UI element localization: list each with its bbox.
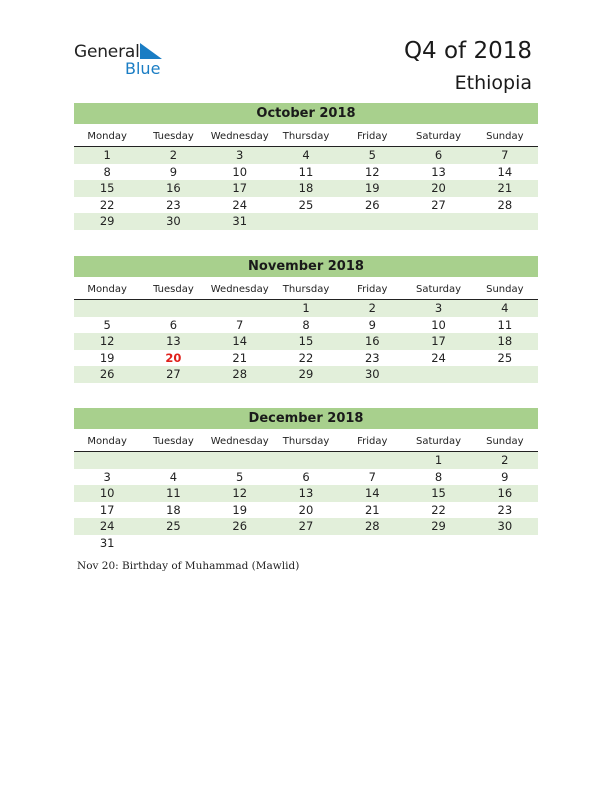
day-cell: 17 — [431, 334, 446, 348]
week-row — [74, 197, 538, 214]
empty-day-cell — [273, 213, 339, 230]
weekday-label: Thursday — [282, 284, 330, 295]
day-cell: 15 — [298, 334, 314, 348]
day-cell: 27 — [431, 197, 446, 212]
week-row — [74, 333, 538, 350]
weekday-label: Wednesday — [210, 436, 269, 447]
weekday-label: Friday — [357, 436, 388, 447]
month-header: November 2018 — [74, 256, 538, 277]
week-row — [74, 469, 538, 486]
week-grid — [74, 300, 538, 383]
day-cell: 31 — [232, 214, 248, 228]
day-cell: 30 — [497, 519, 513, 533]
month-header: December 2018 — [74, 408, 538, 429]
day-cell: 19 — [364, 181, 380, 195]
day-cell: 24 — [232, 197, 248, 212]
weekday-label: Wednesday — [210, 284, 269, 295]
day-cell: 5 — [103, 317, 111, 332]
weekday-label: Monday — [87, 436, 127, 447]
day-cell: 12 — [364, 164, 380, 179]
day-cell: 20 — [165, 350, 182, 365]
empty-day-cell — [405, 213, 471, 230]
week-row — [74, 350, 538, 367]
weekday-label: Sunday — [486, 284, 524, 295]
day-cell: 13 — [166, 334, 181, 348]
day-cell: 24 — [431, 350, 446, 365]
empty-day-cell — [207, 535, 273, 552]
day-cell: 25 — [298, 197, 314, 212]
weekday-label: Monday — [87, 284, 127, 295]
day-cell: 4 — [501, 301, 509, 315]
day-cell: 2 — [368, 301, 376, 315]
day-cell: 22 — [298, 350, 314, 365]
day-cell: 8 — [103, 164, 111, 179]
empty-day-cell — [472, 213, 538, 230]
day-cell: 19 — [99, 350, 115, 365]
weekday-label: Saturday — [416, 436, 462, 447]
weekday-label: Monday — [87, 131, 127, 142]
day-cell: 2 — [501, 453, 509, 467]
day-cell: 16 — [166, 181, 181, 195]
empty-day-cell — [140, 535, 206, 552]
week-grid — [74, 452, 538, 551]
empty-day-cell — [273, 535, 339, 552]
day-cell: 18 — [497, 334, 513, 348]
week-row — [74, 180, 538, 197]
day-cell: 17 — [99, 502, 115, 517]
weekday-label: Tuesday — [153, 436, 194, 447]
day-cell: 7 — [501, 148, 509, 162]
day-cell: 9 — [501, 469, 509, 484]
day-cell: 18 — [166, 502, 181, 517]
weekday-label: Wednesday — [210, 131, 269, 142]
day-cell: 18 — [298, 181, 314, 195]
weekday-label: Thursday — [282, 436, 330, 447]
day-cell: 6 — [302, 469, 310, 484]
day-cell: 29 — [99, 214, 115, 228]
day-cell: 23 — [166, 197, 181, 212]
empty-day-cell — [273, 452, 339, 469]
day-cell: 15 — [431, 486, 446, 500]
week-row — [74, 317, 538, 334]
day-cell: 11 — [497, 317, 513, 332]
day-cell: 12 — [99, 334, 115, 348]
empty-day-cell — [74, 300, 140, 317]
week-row — [74, 164, 538, 181]
weekday-label: Tuesday — [153, 131, 194, 142]
week-row — [74, 502, 538, 519]
day-cell: 31 — [99, 535, 115, 550]
day-cell: 26 — [232, 519, 248, 533]
day-cell: 13 — [298, 486, 314, 500]
day-cell: 3 — [434, 301, 443, 315]
empty-day-cell — [472, 366, 538, 383]
day-cell: 30 — [364, 367, 380, 381]
weekday-row — [74, 280, 538, 300]
empty-day-cell — [339, 535, 405, 552]
day-cell: 4 — [302, 148, 310, 162]
week-row — [74, 366, 538, 383]
day-cell: 28 — [364, 519, 380, 533]
day-cell: 23 — [497, 502, 513, 517]
day-cell: 10 — [99, 486, 115, 500]
day-cell: 21 — [497, 181, 513, 195]
day-cell: 5 — [236, 469, 244, 484]
empty-day-cell — [405, 535, 471, 552]
page-title: Q4 of 2018 — [403, 38, 532, 64]
weekday-label: Saturday — [416, 284, 462, 295]
day-cell: 21 — [232, 350, 248, 365]
day-cell: 23 — [364, 350, 380, 365]
day-cell: 27 — [166, 367, 181, 381]
weekday-label: Friday — [357, 131, 388, 142]
weekday-label: Saturday — [416, 131, 462, 142]
brand-logo — [74, 42, 184, 78]
day-cell: 7 — [368, 469, 376, 484]
day-cell: 27 — [298, 519, 314, 533]
week-row — [74, 485, 538, 502]
weekday-label: Tuesday — [153, 284, 194, 295]
week-row — [74, 535, 538, 552]
empty-day-cell — [207, 452, 273, 469]
week-row — [74, 518, 538, 535]
empty-day-cell — [207, 300, 273, 317]
day-cell: 2 — [169, 148, 178, 162]
day-cell: 8 — [302, 317, 310, 332]
day-cell: 6 — [434, 148, 443, 162]
day-cell: 26 — [364, 197, 380, 212]
day-cell: 25 — [497, 350, 513, 365]
weekday-label: Sunday — [486, 131, 524, 142]
week-row — [74, 213, 538, 230]
day-cell: 25 — [166, 519, 181, 533]
month-october — [74, 103, 538, 230]
weekday-label: Sunday — [486, 436, 524, 447]
empty-day-cell — [405, 366, 471, 383]
day-cell: 10 — [232, 164, 248, 179]
day-cell: 13 — [431, 164, 446, 179]
day-cell: 9 — [169, 164, 178, 179]
day-cell: 20 — [298, 502, 314, 517]
day-cell: 11 — [298, 164, 314, 179]
weekday-row — [74, 432, 538, 452]
day-cell: 26 — [99, 367, 115, 381]
day-cell: 15 — [99, 181, 115, 195]
day-cell: 14 — [497, 164, 513, 179]
day-cell: 1 — [302, 301, 310, 315]
month-header: October 2018 — [74, 103, 538, 124]
day-cell: 30 — [166, 214, 181, 228]
empty-day-cell — [140, 300, 206, 317]
empty-day-cell — [339, 452, 405, 469]
brand-blue-text: Blue — [125, 59, 161, 78]
brand-triangle-icon — [140, 43, 162, 59]
week-row — [74, 452, 538, 469]
day-cell: 3 — [103, 469, 111, 484]
day-cell: 6 — [169, 317, 178, 332]
day-cell: 12 — [232, 486, 248, 500]
brand-general-text: General — [74, 42, 140, 62]
day-cell: 11 — [166, 486, 181, 500]
page-subtitle: Ethiopia — [454, 72, 532, 94]
month-november — [74, 256, 538, 383]
day-cell: 28 — [232, 367, 248, 381]
day-cell: 7 — [236, 317, 244, 332]
day-cell: 19 — [232, 502, 248, 517]
day-cell: 8 — [434, 469, 443, 484]
day-cell: 4 — [169, 469, 178, 484]
day-cell: 29 — [298, 367, 314, 381]
week-grid — [74, 147, 538, 230]
day-cell: 9 — [368, 317, 376, 332]
day-cell: 16 — [364, 334, 380, 348]
empty-day-cell — [472, 535, 538, 552]
day-cell: 5 — [368, 148, 376, 162]
day-cell: 10 — [431, 317, 446, 332]
day-cell: 24 — [99, 519, 115, 533]
day-cell: 1 — [103, 148, 111, 162]
day-cell: 17 — [232, 181, 248, 195]
weekday-label: Thursday — [282, 131, 330, 142]
day-cell: 22 — [99, 197, 115, 212]
month-december — [74, 408, 538, 551]
week-row — [74, 300, 538, 317]
holiday-note: Nov 20: Birthday of Muhammad (Mawlid) — [77, 560, 300, 572]
week-row — [74, 147, 538, 164]
day-cell: 28 — [497, 197, 513, 212]
day-cell: 14 — [364, 486, 380, 500]
day-cell: 22 — [431, 502, 446, 517]
day-cell: 29 — [431, 519, 446, 533]
day-cell: 21 — [364, 502, 380, 517]
day-cell: 20 — [431, 181, 446, 195]
day-cell: 3 — [236, 148, 244, 162]
day-cell: 14 — [232, 334, 248, 348]
weekday-label: Friday — [357, 284, 388, 295]
weekday-row — [74, 127, 538, 147]
day-cell: 16 — [497, 486, 513, 500]
day-cell: 1 — [434, 453, 443, 467]
empty-day-cell — [339, 213, 405, 230]
empty-day-cell — [140, 452, 206, 469]
empty-day-cell — [74, 452, 140, 469]
